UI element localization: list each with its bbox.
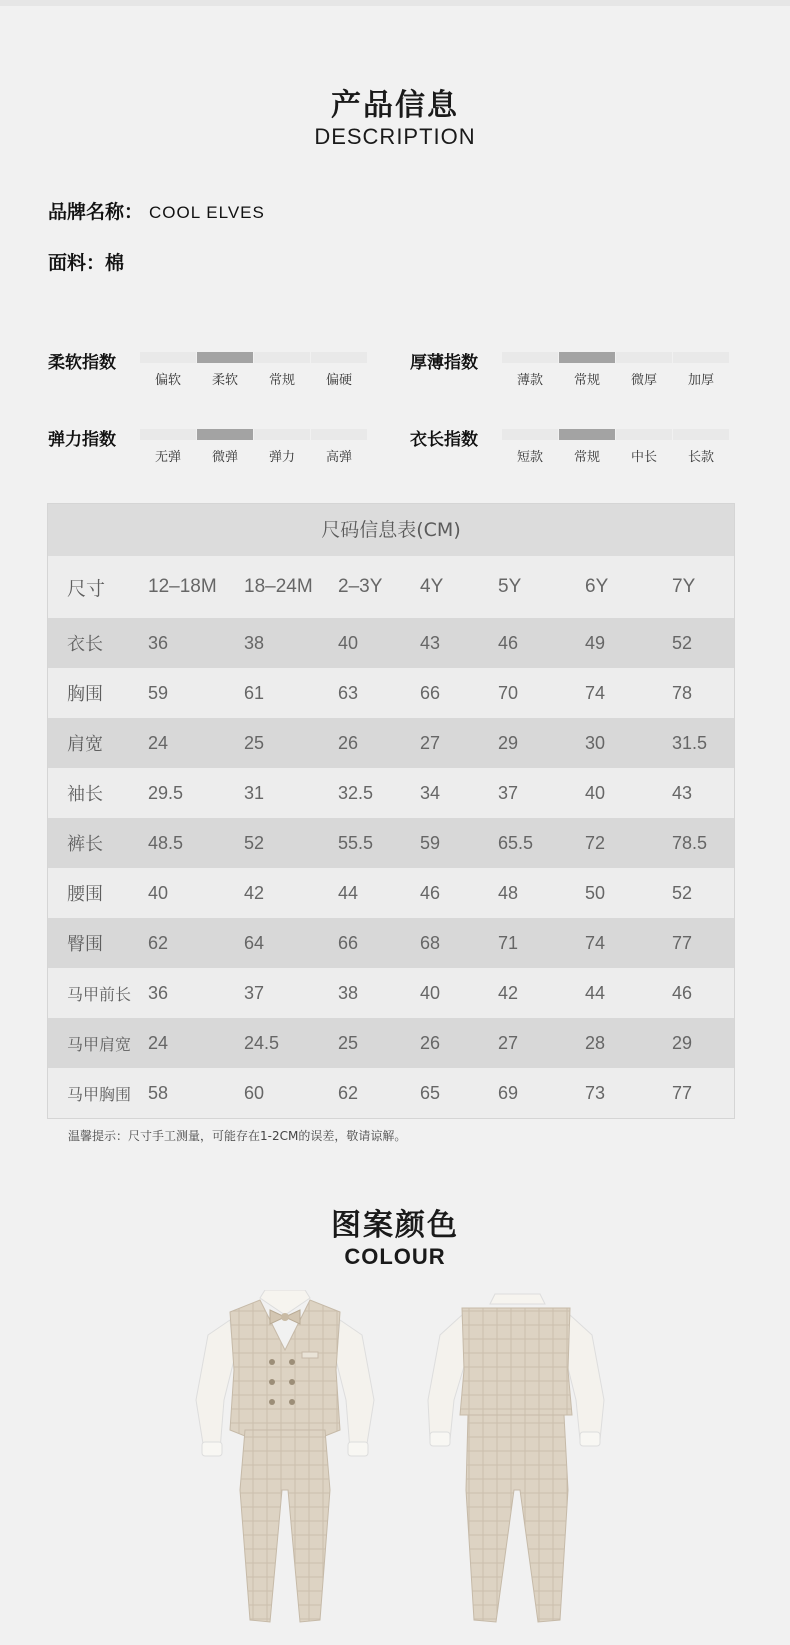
row-label: 腰围: [67, 884, 103, 905]
elasticity-option-bar: [140, 429, 196, 440]
table-cell: 73: [585, 1082, 606, 1103]
table-row: [48, 1068, 734, 1118]
table-cell: 64: [244, 932, 265, 953]
table-cell: 34: [420, 782, 441, 803]
table-cell: 52: [672, 882, 693, 903]
fabric-label: 面料：: [48, 252, 106, 274]
table-cell: 40: [585, 782, 606, 803]
table-cell: 5Y: [498, 576, 522, 597]
length-option-bar: [502, 429, 558, 440]
elasticity-option-bar: [311, 429, 367, 440]
elasticity-option: [252, 425, 310, 475]
description-heading: [0, 88, 790, 150]
product-photo-front: [190, 1290, 390, 1640]
table-cell: 40: [148, 882, 169, 903]
thickness-option: [614, 348, 672, 398]
row-label: 马甲前长: [67, 984, 132, 1004]
thickness-option-bar: [502, 352, 558, 363]
product-photo-back: [420, 1290, 620, 1640]
table-cell: 31: [244, 782, 265, 803]
table-cell: 6Y: [585, 576, 609, 597]
row-label: 衣长: [67, 634, 103, 655]
elasticity-index-title: 弹力指数: [48, 430, 116, 450]
table-cell: 29: [672, 1032, 693, 1053]
softness-option: [138, 348, 196, 398]
row-label: 尺寸: [67, 577, 106, 600]
table-row: [48, 668, 734, 718]
elasticity-option-bar: [197, 429, 253, 440]
table-cell: 60: [244, 1082, 265, 1103]
brand-label: 品牌名称：: [48, 201, 144, 223]
table-cell: 77: [672, 932, 693, 953]
table-cell: 24.5: [244, 1032, 280, 1053]
table-cell: 36: [148, 982, 169, 1003]
table-cell: 25: [338, 1032, 359, 1053]
table-cell: 78.5: [672, 832, 708, 853]
table-cell: 46: [420, 882, 441, 903]
colour-title-en: COLOUR: [344, 1244, 446, 1269]
length-option-label: 常规: [573, 450, 600, 465]
table-cell: 29: [498, 732, 519, 753]
table-cell: 40: [420, 982, 441, 1003]
table-cell: 49: [585, 632, 606, 653]
description-title-cn: 产品信息: [331, 88, 459, 123]
table-cell: 18–24M: [244, 576, 313, 597]
table-cell: 74: [585, 932, 606, 953]
table-cell: 12–18M: [148, 576, 217, 597]
table-cell: 52: [672, 632, 693, 653]
table-cell: 29.5: [148, 782, 184, 803]
thickness-option-bar: [673, 352, 729, 363]
table-row: [48, 818, 734, 868]
elasticity-option-label: 无弹: [154, 450, 181, 465]
table-cell: 48: [498, 882, 519, 903]
brand-row: [48, 197, 265, 224]
size-table-body: [48, 556, 734, 1118]
table-row: [48, 968, 734, 1018]
colour-heading: [0, 1208, 790, 1270]
table-cell: 69: [498, 1082, 519, 1103]
thickness-index: [410, 348, 740, 408]
length-option-bar: [673, 429, 729, 440]
table-cell: 27: [420, 732, 441, 753]
thickness-option: [500, 348, 558, 398]
size-table: [47, 503, 735, 1119]
thickness-option-bar: [559, 352, 615, 363]
top-divider: [0, 0, 790, 6]
table-cell: 59: [420, 832, 441, 853]
table-cell: 62: [338, 1082, 359, 1103]
table-cell: 48.5: [148, 832, 184, 853]
table-cell: 66: [338, 932, 359, 953]
table-cell: 59: [148, 682, 169, 703]
table-cell: 70: [498, 682, 519, 703]
table-cell: 36: [148, 632, 169, 653]
length-option-label: 短款: [516, 450, 543, 465]
table-cell: 50: [585, 882, 606, 903]
fabric-value: 棉: [105, 252, 125, 274]
table-cell: 28: [585, 1032, 606, 1053]
elasticity-index: [48, 425, 378, 485]
table-cell: 52: [244, 832, 265, 853]
table-cell: 38: [338, 982, 359, 1003]
elasticity-option: [195, 425, 253, 475]
table-cell: 43: [420, 632, 441, 653]
thickness-option-label: 常规: [573, 373, 600, 388]
table-cell: 63: [338, 682, 359, 703]
table-row: [48, 718, 734, 768]
description-title-en: DESCRIPTION: [314, 124, 476, 149]
size-table-title: 尺码信息表(CM): [48, 504, 734, 556]
table-cell: 72: [585, 832, 606, 853]
table-row: [48, 1018, 734, 1068]
thickness-option-label: 加厚: [687, 373, 714, 388]
length-option-label: 长款: [687, 450, 714, 465]
table-cell: 68: [420, 932, 441, 953]
table-cell: 24: [148, 1032, 169, 1053]
length-option: [671, 425, 729, 475]
table-cell: 44: [585, 982, 606, 1003]
thickness-option-label: 薄款: [516, 373, 543, 388]
table-row: [48, 918, 734, 968]
table-cell: 46: [672, 982, 693, 1003]
softness-index-title: 柔软指数: [48, 353, 116, 373]
table-row: [48, 768, 734, 818]
softness-option-bar: [197, 352, 253, 363]
table-row: [48, 618, 734, 668]
table-cell: 30: [585, 732, 606, 753]
row-label: 袖长: [67, 784, 103, 805]
softness-option: [309, 348, 367, 398]
elasticity-option: [309, 425, 367, 475]
softness-option-label: 常规: [268, 373, 295, 388]
elasticity-option-label: 微弹: [211, 450, 238, 465]
row-label: 臀围: [67, 934, 103, 955]
brand-value: COOL ELVES: [149, 203, 265, 222]
row-label: 胸围: [67, 684, 103, 705]
length-option: [500, 425, 558, 475]
thickness-option: [671, 348, 729, 398]
thickness-option-label: 微厚: [630, 373, 657, 388]
softness-option-label: 偏硬: [325, 373, 352, 388]
table-cell: 2–3Y: [338, 576, 383, 597]
table-cell: 37: [244, 982, 265, 1003]
table-cell: 44: [338, 882, 359, 903]
table-cell: 66: [420, 682, 441, 703]
length-option-bar: [559, 429, 615, 440]
table-cell: 62: [148, 932, 169, 953]
softness-option: [252, 348, 310, 398]
table-cell: 55.5: [338, 832, 374, 853]
table-cell: 46: [498, 632, 519, 653]
length-index-title: 衣长指数: [410, 430, 478, 450]
table-cell: 7Y: [672, 576, 696, 597]
table-cell: 40: [338, 632, 359, 653]
table-cell: 26: [420, 1032, 441, 1053]
softness-option-label: 柔软: [211, 373, 238, 388]
row-label: 马甲肩宽: [67, 1034, 132, 1054]
table-cell: 74: [585, 682, 606, 703]
softness-option-bar: [140, 352, 196, 363]
softness-option-bar: [311, 352, 367, 363]
elasticity-option-label: 弹力: [268, 450, 295, 465]
table-cell: 37: [498, 782, 519, 803]
row-label: 肩宽: [67, 734, 103, 755]
softness-option-bar: [254, 352, 310, 363]
table-cell: 25: [244, 732, 265, 753]
table-cell: 38: [244, 632, 265, 653]
size-table-header-row: [48, 556, 734, 618]
table-cell: 78: [672, 682, 693, 703]
softness-option: [195, 348, 253, 398]
table-cell: 26: [338, 732, 359, 753]
table-cell: 61: [244, 682, 265, 703]
fabric-row: [48, 248, 124, 275]
table-cell: 27: [498, 1032, 519, 1053]
softness-index: [48, 348, 378, 408]
softness-option-label: 偏软: [154, 373, 181, 388]
table-cell: 58: [148, 1082, 169, 1103]
thickness-option: [557, 348, 615, 398]
table-cell: 77: [672, 1082, 693, 1103]
length-option: [614, 425, 672, 475]
elasticity-option-bar: [254, 429, 310, 440]
table-row: [48, 868, 734, 918]
table-cell: 24: [148, 732, 169, 753]
length-index: [410, 425, 740, 485]
thickness-option-bar: [616, 352, 672, 363]
table-cell: 71: [498, 932, 519, 953]
length-option: [557, 425, 615, 475]
table-cell: 4Y: [420, 576, 444, 597]
colour-title-cn: 图案颜色: [331, 1208, 459, 1243]
table-cell: 42: [244, 882, 265, 903]
elasticity-option: [138, 425, 196, 475]
table-cell: 42: [498, 982, 519, 1003]
elasticity-option-label: 高弹: [325, 450, 352, 465]
length-option-bar: [616, 429, 672, 440]
thickness-index-title: 厚薄指数: [410, 353, 478, 373]
measurement-tip: 温馨提示：尺寸手工测量，可能存在1-2CM的误差，敬请谅解。: [68, 1129, 407, 1143]
table-cell: 43: [672, 782, 693, 803]
table-cell: 65: [420, 1082, 441, 1103]
table-cell: 65.5: [498, 832, 534, 853]
row-label: 裤长: [67, 834, 103, 855]
length-option-label: 中长: [630, 450, 657, 465]
table-cell: 32.5: [338, 782, 374, 803]
table-cell: 31.5: [672, 732, 708, 753]
row-label: 马甲胸围: [67, 1084, 132, 1104]
